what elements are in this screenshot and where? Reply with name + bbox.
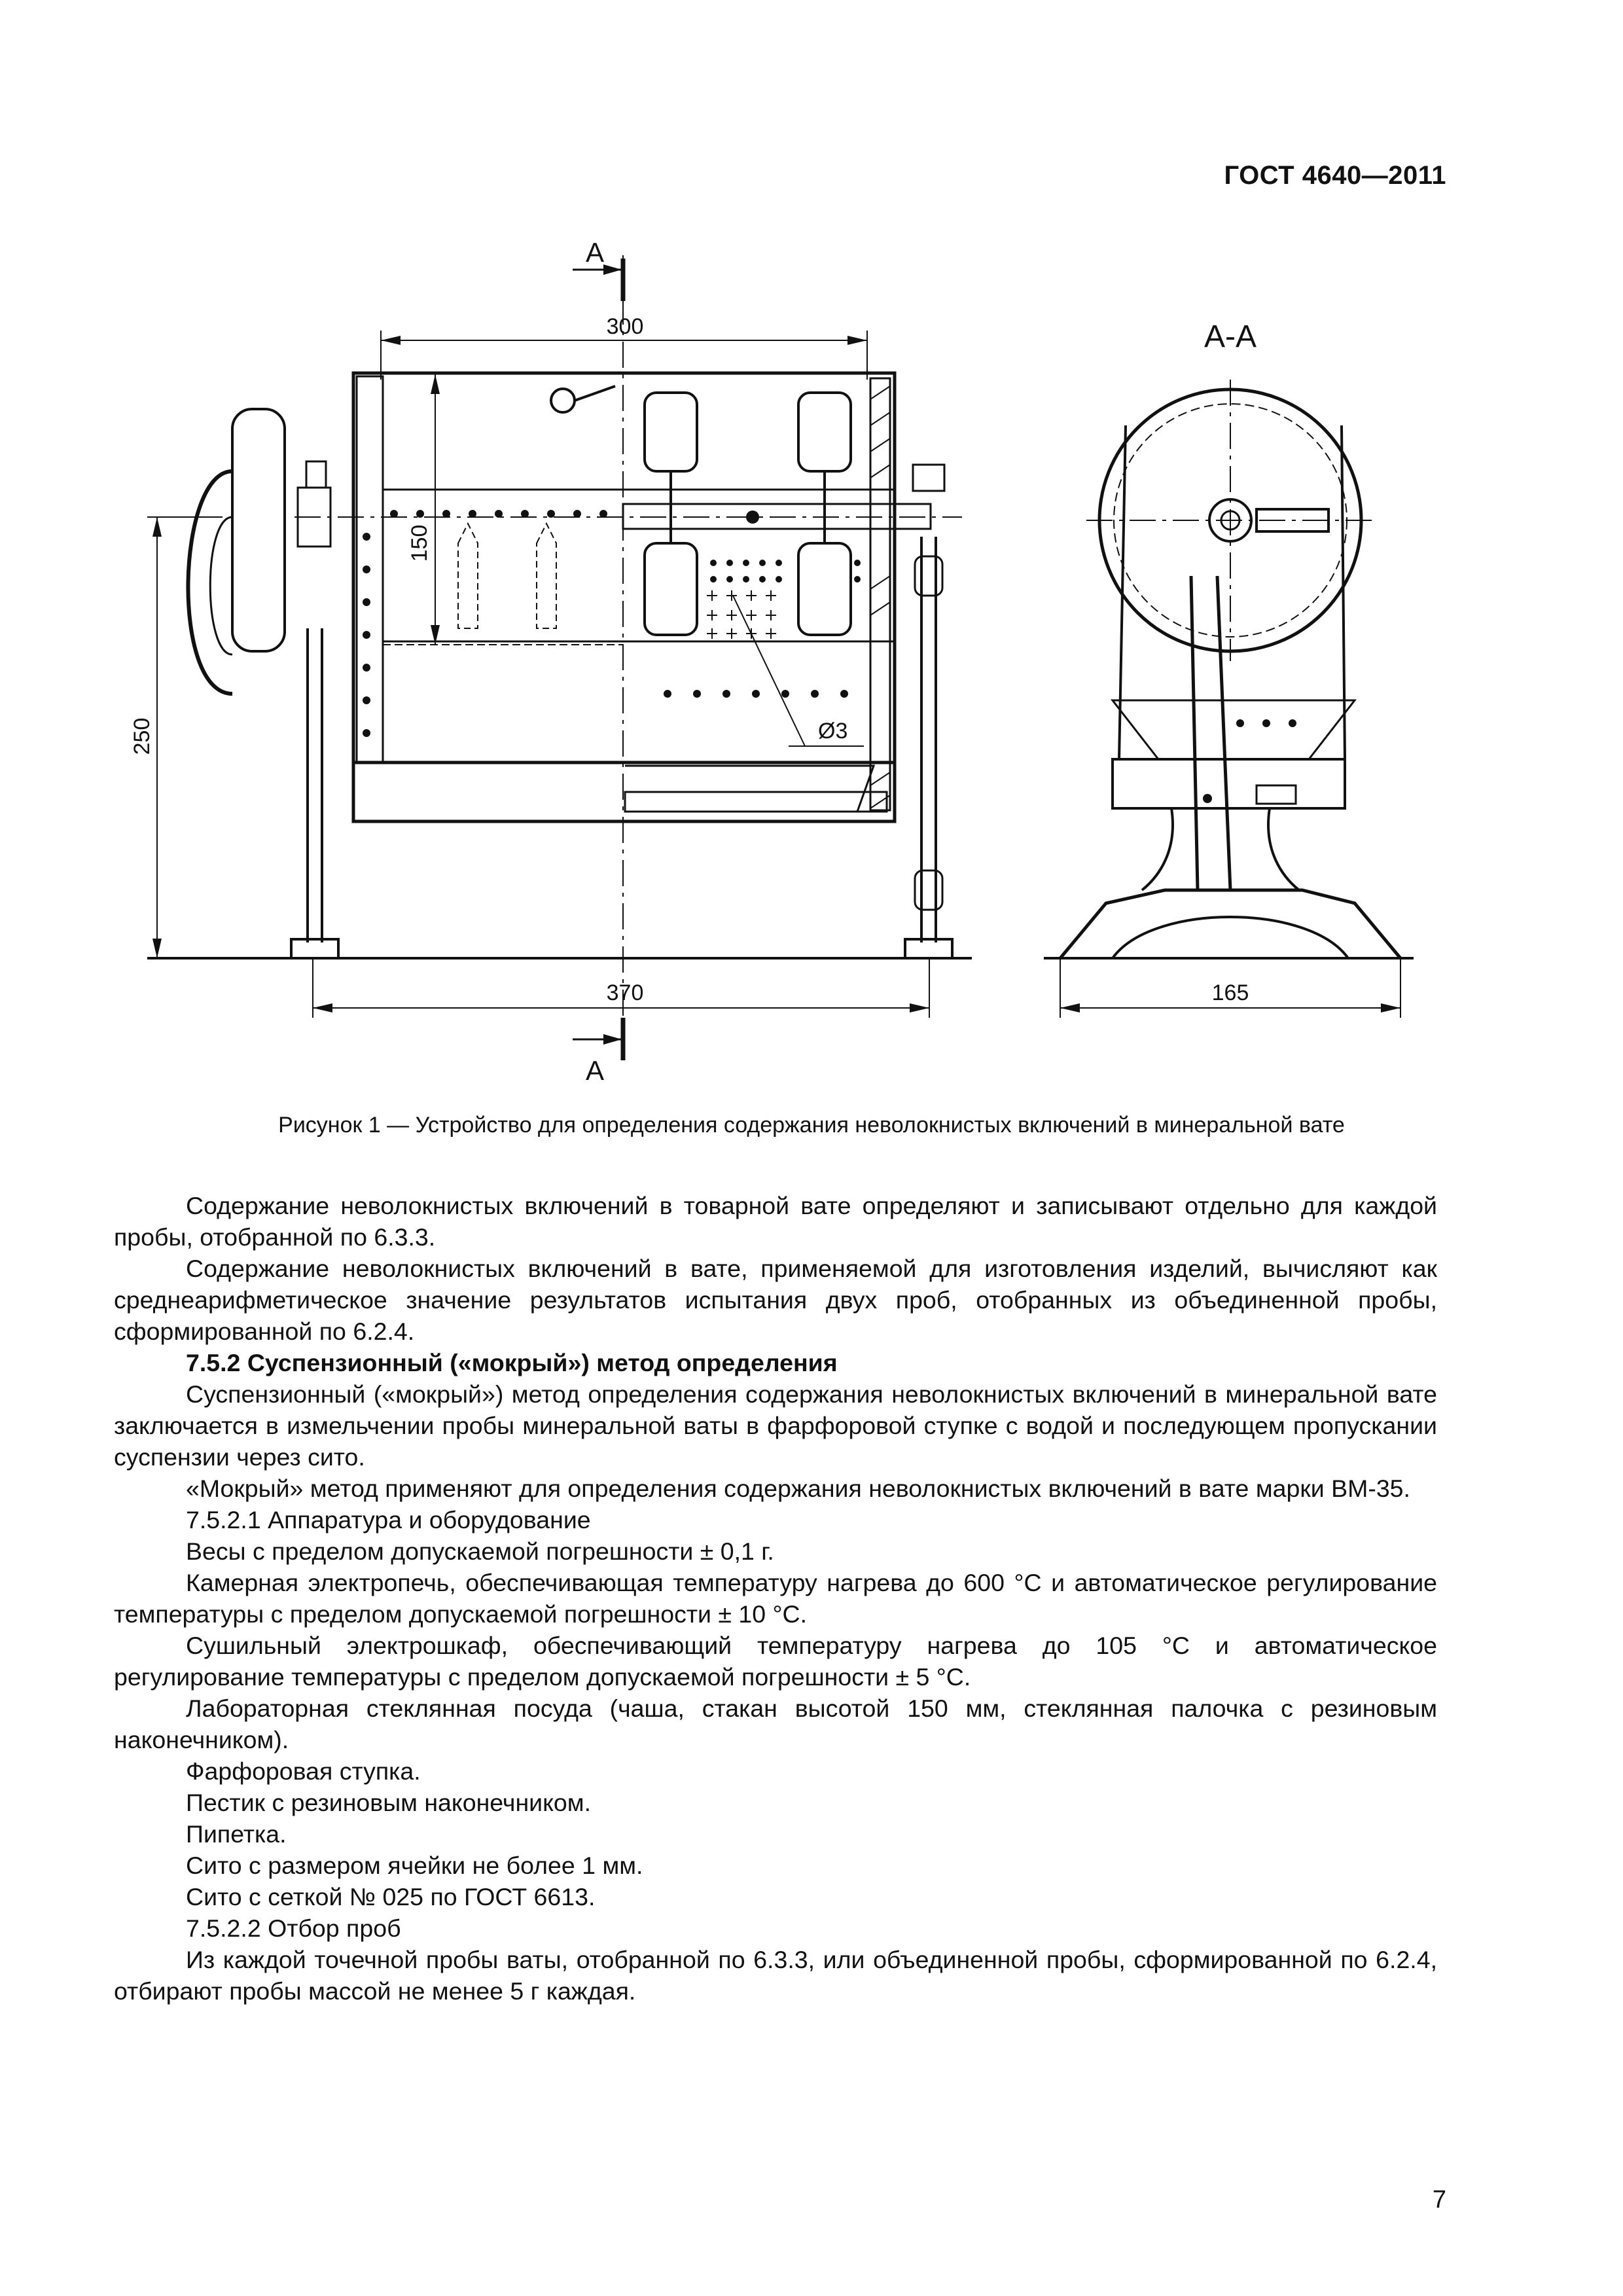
- body-text: [114, 1190, 1437, 2007]
- section-label-bottom: А: [586, 1055, 605, 1086]
- paragraph: Камерная электропечь, обеспечивающая температуру нагрева до 600 °С и автоматическое регулирование температуры с пределом допускаемой погрешности ± 10 °С.: [114, 1569, 1437, 1628]
- dimension-165: 165: [1211, 980, 1249, 1005]
- list-item: Фарфоровая ступка.: [186, 1757, 421, 1785]
- subsection-heading: 7.5.2.1 Аппаратура и оборудование: [186, 1506, 591, 1534]
- list-item: Сито с сеткой № 025 по ГОСТ 6613.: [186, 1883, 596, 1910]
- paragraph: Сушильный электрошкаф, обеспечивающий температуру нагрева до 105 °С и автоматическое регулирование температуры с пределом допускаемой погрешности ± 5 °С.: [114, 1632, 1437, 1691]
- section-view-title: А-А: [1204, 319, 1257, 354]
- page-number: 7: [1432, 2186, 1446, 2214]
- list-item: Пестик с резиновым наконечником.: [186, 1789, 591, 1816]
- section-view: [1044, 380, 1414, 1018]
- dimension-150: 150: [407, 524, 432, 562]
- section-label-top: А: [586, 237, 605, 268]
- paragraph: Из каждой точечной пробы ваты, отобранной по 6.3.3, или объединенной пробы, сформированной по 6.2.4, отбирают пробы массой не менее 5 г каждая.: [114, 1946, 1437, 2005]
- paragraph: Весы с пределом допускаемой погрешности ± 0,1 г.: [186, 1537, 774, 1565]
- dimension-370: 370: [606, 980, 644, 1005]
- paragraph: Содержание неволокнистых включений в вате, применяемой для изготовления изделий, вычисляют как среднеарифметическое значение результатов испытания двух проб, отобранных из объединенной пробы, сформированной по 6.2.4.: [114, 1255, 1437, 1345]
- list-item: Пипетка.: [186, 1820, 287, 1848]
- figure-caption: Рисунок 1 — Устройство для определения содержания неволокнистых включений в минеральной вате: [278, 1113, 1345, 1138]
- list-item: Сито с размером ячейки не более 1 мм.: [186, 1852, 643, 1879]
- document-header: ГОСТ 4640—2011: [1224, 161, 1446, 190]
- technical-drawing: [0, 223, 1623, 1100]
- paragraph: Содержание неволокнистых включений в товарной вате определяют и записывают отдельно для каждой пробы, отобранной по 6.3.3.: [114, 1192, 1437, 1251]
- paragraph: «Мокрый» метод применяют для определения содержания неволокнистых включений в вате марки ВМ-35.: [186, 1475, 1410, 1502]
- paragraph: Лабораторная стеклянная посуда (чаша, стакан высотой 150 мм, стеклянная палочка с резиновым наконечником).: [114, 1695, 1437, 1753]
- paragraph: Суспензионный («мокрый») метод определения содержания неволокнистых включений в минеральной вате заключается в измельчении пробы минеральной ваты в фарфоровой ступке с водой и последующем пропускании суспензии через сито.: [114, 1380, 1437, 1471]
- dimension-250: 250: [130, 717, 154, 755]
- front-view: [147, 255, 972, 1060]
- dimension-diameter-3: Ø3: [818, 719, 848, 744]
- section-heading: 7.5.2 Суспензионный («мокрый») метод определения: [186, 1349, 838, 1376]
- subsection-heading: 7.5.2.2 Отбор проб: [186, 1914, 401, 1942]
- dimension-300: 300: [606, 314, 644, 339]
